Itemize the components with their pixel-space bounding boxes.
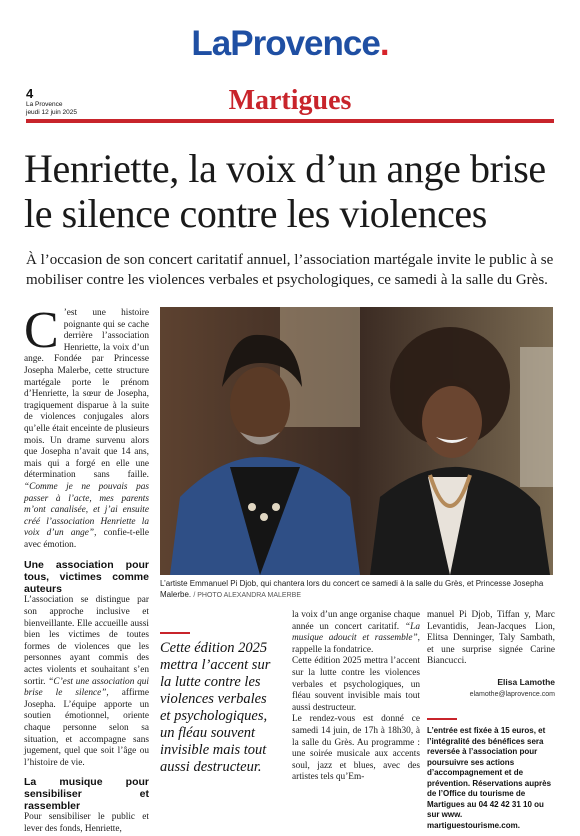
masthead-name: LaProvence [191,24,380,63]
article-photo [160,307,553,575]
pull-quote: Cette édition 2025 mettra l’accent sur la lutte contre les violences verbales et psychologiques, un fléau souvent invisible mais tout aussi destructeur. [160,640,271,775]
subheading: Une association pour tous, victimes comme auteurs [24,559,149,596]
info-box-text: L’entrée est fixée à 15 euros, et l’intégralité des bénéfices sera reversée à l’association pour poursuivre ses actions d’accompagnement et de prévention. Réservations auprès de l’Office du tourisme de Martigues au 04 42 42 31 10 ou sur www. martiguestourisme.com. [427,726,552,830]
section-rule [26,119,554,123]
text-run: , rappelle la fondatrice. [292,633,420,655]
paragraph [24,302,149,551]
quote-run: “La musique adoucit et rassemble” [292,621,420,644]
headline: Henriette, la voix d’un ange brise le silence contre les violences [24,146,546,236]
subheading: La musique pour sensibiliser et rassembler [24,776,149,813]
paragraph [292,610,420,656]
quote-run: “C’est une association qui brise le silence” [24,676,149,699]
article-column-3 [292,610,420,784]
paragraph: Cette édition 2025 mettra l’accent sur la lutte contre les violences verbales et psychologiques, un fléau souvent invisible mais tout aussi destructeur. [292,656,420,713]
drop-cap: C [24,302,59,359]
masthead-logo [0,24,580,64]
author-name: Elisa Lamothe [497,676,555,687]
info-box [427,718,557,831]
text-run: , affirme Josepha. L’équipe apporte un soutien émotionnel, oriente chaque personne selon sa situation, et accompagne sans jugement, quel que soit l’âge ou l’histoire de vie. [24,688,149,768]
photo-caption [160,578,555,601]
paper-name: La Provence [26,101,63,108]
lede: À l’occasion de son concert caritatif annuel, l’association martégale invite le public à se mobiliser contre les violences verbales et psychologiques, ce samedi à la salle du Grès. [26,252,554,288]
paragraph [24,595,149,769]
quote-run: “Comme je ne pouvais pas passer à l’acte, mes parents m’ont canalisée, et j’ai ensuite créé l’association Henriette la voix d’un ange” [24,481,149,539]
text-run: , confie-t-elle avec émotion. [24,528,149,550]
text-run: ’est une histoire poignante qui se cache derrière l’association Henriette, la voix d’un ange. Fondée par Princesse Josepha Malerbe, cette structure martégale porte le prénom d’Henriette, la sœur de Josepha, tragiquement disparue à la suite de violences conjugales alors qu’elle était enceinte de plusieurs mois. Un drame survenu alors que Josepha n’avait que 14 ans, mais qui a forgé en elle une détermination sans faille. [24,308,149,481]
page-number: 4 [26,86,34,101]
paragraph: manuel Pi Djob, Tiffan y, Marc Levantidis, Jean-Jacques Lion, Elitsa Denninger, Taly Sambath, et une surprise signée Carine Biancucci. [427,610,555,667]
pullquote-rule [160,632,190,634]
article-column-1 [24,302,149,836]
paragraph: Pour sensibiliser le public et lever des fonds, Henriette, [24,812,149,834]
text-run: la voix d’un ange organise chaque année un concert caritatif. [292,610,420,632]
article-column-4 [427,610,555,700]
issue-date: jeudi 12 juin 2025 [26,109,77,116]
section-title: Martigues [228,85,352,116]
author-email: elamothe@laprovence.com [469,690,555,698]
photo-illustration [160,307,553,575]
text-run: L’association se distingue par son approche inclusive et bienveillante. Elle accueille aussi bien les victimes de toutes formes de violences que les personnes ayant commis des actes violents et souhaitant s’en sortir. [24,595,149,687]
paragraph: Le rendez-vous est donné ce samedi 14 juin, de 17h à 18h30, à la salle du Grès. Au programme : une soirée musicale aux accents soul, jazz et blues, avec des artistes tels qu’Em- [292,714,420,783]
info-box-rule [427,718,457,720]
caption-text: L’artiste Emmanuel Pi Djob, qui chantera lors du concert ce samedi à la salle du Grès, et Princesse Josepha Malerbe. [160,579,544,599]
photo-credit: / PHOTO ALEXANDRA MALERBE [193,592,301,599]
masthead-dot: . [379,24,389,63]
